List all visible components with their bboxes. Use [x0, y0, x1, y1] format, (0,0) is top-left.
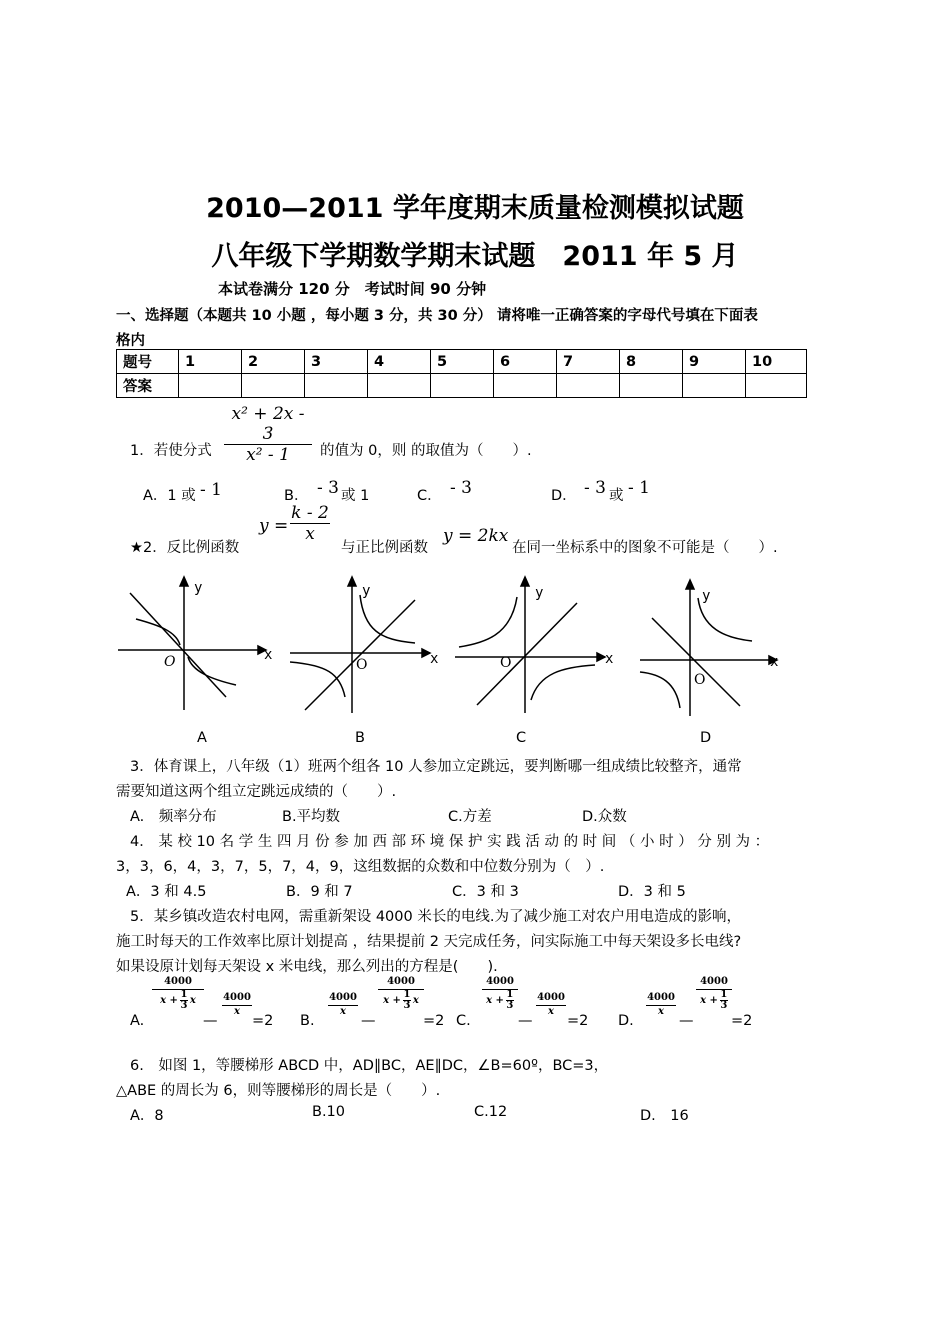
graph-a [118, 575, 283, 715]
mini-den: 3 [720, 1000, 728, 1011]
q1-option-d-value: - 3 [584, 478, 606, 498]
q2-prefix: ★2．反比例函数 [130, 540, 240, 556]
section-heading: 一、选择题（本题共 10 小题 ，每小题 3 分，共 30 分） 请将唯一正确答案的字母代号填在下面表 [116, 308, 758, 324]
q5-option-d: D. [618, 1013, 634, 1029]
table-header-label: 答案 [117, 374, 179, 398]
exam-title: 2010—2011 学年度期末质量检测模拟试题 [206, 193, 744, 224]
answer-cell[interactable] [494, 374, 557, 398]
mini-num: 1 [506, 989, 514, 1000]
answer-cell[interactable] [431, 374, 494, 398]
origin-label: O [500, 655, 512, 671]
q6-line1: 6. 如图 1，等腰梯形 ABCD 中，AD∥BC，AE∥DC，∠B=60º，BC=3， [130, 1058, 609, 1074]
q4-line1: 4． 某 校 10 名 学 生 四 月 份 参 加 西 部 环 境 保 护 实 践 活 动 的 时 间 （ 小 时 ） 分 别 为 ： [130, 834, 770, 850]
axis-label-x: x [430, 651, 439, 667]
denominator-x: x + [383, 995, 401, 1006]
equals-two: =2 [731, 1013, 753, 1029]
table-cell: 6 [494, 350, 557, 374]
equals-two: =2 [423, 1013, 445, 1029]
q1-option-d-tail: - 1 [628, 478, 650, 498]
answer-cell[interactable] [368, 374, 431, 398]
numerator: 4000 [537, 992, 565, 1003]
q1-denominator: x² - 1 [246, 445, 290, 465]
q1-suffix: 的值为 0，则 的取值为（ ）. [320, 443, 532, 459]
q4-option-c: C．3 和 3 [452, 884, 519, 900]
q5-d-frac2 [696, 976, 732, 1011]
table-cell: 4 [368, 350, 431, 374]
minus-sign: — [518, 1013, 533, 1029]
q5-c-frac1 [482, 976, 518, 1011]
mini-num: 1 [180, 989, 188, 1000]
q2-suffix: 在同一坐标系中的图象不可能是（ ）. [512, 540, 778, 556]
table-cell: 1 [179, 350, 242, 374]
table-row [117, 374, 807, 398]
axis-label-x: x [605, 651, 614, 667]
answer-cell[interactable] [557, 374, 620, 398]
answer-cell[interactable] [683, 374, 746, 398]
numerator: 4000 [164, 976, 192, 987]
denominator: x [234, 1006, 240, 1017]
q5-a-frac2 [222, 992, 252, 1017]
q2-mid: 与正比例函数 [341, 540, 428, 556]
denominator: x [340, 1006, 346, 1017]
q3-line1: 3．体育课上，八年级（1）班两个组各 10 人参加立定跳远，要判断哪一组成绩比较整齐，通常 [130, 759, 742, 775]
q2-func1-lhs: y = [259, 516, 289, 536]
minus-sign: — [361, 1013, 376, 1029]
q5-option-c: C. [456, 1013, 471, 1029]
table-cell: 7 [557, 350, 620, 374]
q3-option-c: C.方差 [448, 809, 492, 825]
y-axis-arrow [180, 577, 188, 586]
q2-func1-numerator: k - 2 [291, 503, 329, 523]
denominator: x [548, 1006, 554, 1017]
denominator-x: x + [486, 995, 504, 1006]
table-cell: 3 [305, 350, 368, 374]
q5-b-frac1 [328, 992, 358, 1017]
mini-num: 1 [403, 989, 411, 1000]
q5-option-a: A. [130, 1013, 145, 1029]
q4-option-a: A．3 和 4.5 [126, 884, 207, 900]
axis-label-y: y [535, 585, 544, 601]
q5-b-frac2 [378, 976, 424, 1011]
q4-line2: 3，3，6，4，3，7，5，7，4，9，这组数据的众数和中位数分别为（ ）. [116, 859, 605, 875]
q6-option-d: D. 16 [640, 1108, 689, 1124]
numerator: 4000 [387, 976, 415, 987]
table-cell: 8 [620, 350, 683, 374]
q1-option-c: C． [417, 488, 442, 504]
origin-label: O [164, 654, 176, 670]
q5-line1: 5．某乡镇改造农村电网，需重新架设 4000 米长的电线.为了减少施工对农户用电造成的影响， [130, 909, 741, 925]
q3-option-a: A. 频率分布 [130, 809, 217, 825]
axis-label-y: y [362, 583, 371, 599]
mini-den: 3 [506, 1000, 514, 1011]
answer-table [116, 349, 807, 398]
axis-label-x: x [770, 654, 779, 670]
table-row [117, 350, 807, 374]
q3-line2: 需要知道这两个组立定跳远成绩的（ ）. [116, 784, 397, 800]
denominator: x [658, 1006, 664, 1017]
origin-label: O [694, 672, 706, 688]
numerator: 4000 [329, 992, 357, 1003]
axis-label-y: y [194, 580, 203, 596]
q2-func1-fraction [290, 503, 330, 544]
equals-two: =2 [252, 1013, 274, 1029]
q6-line2: △ABE 的周长为 6，则等腰梯形的周长是（ ）. [116, 1083, 441, 1099]
answer-cell[interactable] [305, 374, 368, 398]
q3-option-b: B.平均数 [282, 809, 341, 825]
denominator-x: x + [160, 995, 178, 1006]
q5-option-b: B. [300, 1013, 315, 1029]
minus-sign: — [203, 1013, 218, 1029]
q1-option-a: A．1 或 [143, 488, 196, 504]
table-cell: 5 [431, 350, 494, 374]
table-header-label: 题号 [117, 350, 179, 374]
origin-label: O [356, 657, 368, 673]
line-graph [130, 593, 226, 697]
table-cell: 2 [242, 350, 305, 374]
mini-den: 3 [403, 1000, 411, 1011]
q1-option-c-value: - 3 [450, 478, 472, 498]
q5-line3: 如果设原计划每天架设 x 米电线，那么列出的方程是( ). [116, 959, 498, 975]
q1-prefix: 1．若使分式 [130, 443, 212, 459]
q4-option-b: B．9 和 7 [286, 884, 353, 900]
q5-a-frac1 [152, 976, 204, 1011]
q1-option-b-tail: 或 1 [341, 488, 370, 504]
graph-b-label: B [355, 730, 365, 746]
axis-label-y: y [702, 588, 711, 604]
exam-subtitle: 八年级下学期数学期末试题 2011 年 5 月 [211, 241, 739, 272]
denominator-x: x + [700, 995, 718, 1006]
axis-label-x: x [264, 647, 273, 663]
mini-den: 3 [180, 1000, 188, 1011]
q1-option-d: D． [551, 488, 577, 504]
answer-cell[interactable] [242, 374, 305, 398]
q1-numerator: x² + 2x - 3 [231, 404, 305, 444]
numerator: 4000 [647, 992, 675, 1003]
q5-d-frac1 [646, 992, 676, 1017]
q6-option-b: B.10 [312, 1104, 346, 1120]
answer-cell[interactable] [179, 374, 242, 398]
denominator-x2: x [189, 995, 196, 1006]
graph-d [622, 578, 787, 718]
q1-option-b-value: - 3 [317, 478, 339, 498]
q1-option-b: B． [284, 488, 309, 504]
q1-option-d-mid: 或 [609, 488, 624, 504]
numerator: 4000 [223, 992, 251, 1003]
q6-option-c: C.12 [474, 1104, 508, 1120]
exam-info: 本试卷满分 120 分 考试时间 90 分钟 [218, 280, 487, 298]
section-heading-cont: 格内 [116, 333, 145, 349]
graph-c-label: C [516, 730, 527, 746]
q2-func2: y = 2kx [443, 526, 509, 546]
q3-option-d: D.众数 [582, 809, 627, 825]
q1-fraction [224, 404, 312, 465]
graph-d-label: D [700, 730, 712, 746]
q6-option-a: A．8 [130, 1108, 164, 1124]
denominator-x2: x [412, 995, 419, 1006]
table-cell: 10 [746, 350, 807, 374]
q5-line2: 施工时每天的工作效率比原计划提高 ，结果提前 2 天完成任务，问实际施工中每天架设多长电线? [116, 934, 742, 950]
answer-cell[interactable] [620, 374, 683, 398]
equals-two: =2 [567, 1013, 589, 1029]
minus-sign: — [679, 1013, 694, 1029]
q5-c-frac2 [536, 992, 566, 1017]
q2-func1-denominator: x [305, 524, 315, 544]
mini-num: 1 [720, 989, 728, 1000]
graph-c [455, 575, 620, 715]
graph-a-label: A [197, 730, 207, 746]
numerator: 4000 [700, 976, 728, 987]
q4-option-d: D．3 和 5 [618, 884, 686, 900]
answer-cell[interactable] [746, 374, 807, 398]
table-cell: 9 [683, 350, 746, 374]
graph-b [290, 575, 455, 715]
q1-option-a-value: - 1 [200, 480, 222, 500]
numerator: 4000 [486, 976, 514, 987]
